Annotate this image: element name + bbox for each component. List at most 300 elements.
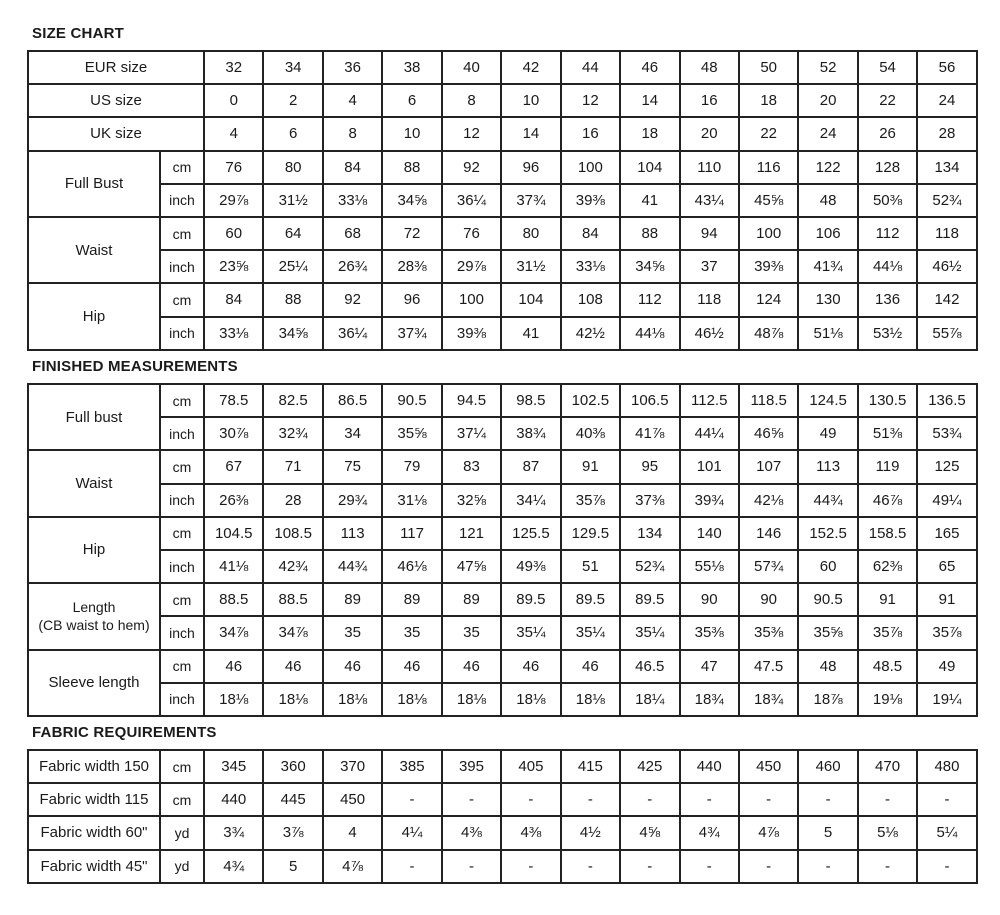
value-cell: 38¾ xyxy=(501,417,560,450)
value-cell: 4⅜ xyxy=(442,816,501,849)
value-cell: 42¾ xyxy=(263,550,322,583)
value-cell: 140 xyxy=(680,517,739,550)
value-cell: 80 xyxy=(501,217,560,250)
measurement-label-line: Length xyxy=(72,599,116,616)
value-cell: 14 xyxy=(620,84,679,117)
value-cell: 385 xyxy=(382,750,441,783)
value-cell: 68 xyxy=(323,217,382,250)
value-cell: 124.5 xyxy=(798,384,857,417)
value-cell: 415 xyxy=(561,750,620,783)
value-cell: 395 xyxy=(442,750,501,783)
value-cell: 44¼ xyxy=(680,417,739,450)
value-cell: 101 xyxy=(680,450,739,483)
value-cell: 425 xyxy=(620,750,679,783)
value-cell: 65 xyxy=(917,550,976,583)
value-cell: 44⅛ xyxy=(620,317,679,350)
value-cell: 0 xyxy=(204,84,263,117)
value-cell: 34 xyxy=(323,417,382,450)
value-cell: 72 xyxy=(382,217,441,250)
value-cell: 46 xyxy=(204,650,263,683)
value-cell: 23⅝ xyxy=(204,250,263,283)
value-cell: 42 xyxy=(501,51,560,84)
value-cell: - xyxy=(561,850,620,883)
unit-cell: cm xyxy=(160,517,204,550)
fabric-width-label: Fabric width 60" xyxy=(28,816,160,849)
value-cell: 108 xyxy=(561,283,620,316)
value-cell: 4 xyxy=(204,117,263,150)
value-cell: 35 xyxy=(323,616,382,649)
measurement-label xyxy=(28,650,160,716)
value-cell: 48 xyxy=(680,51,739,84)
value-cell: 4¾ xyxy=(204,850,263,883)
value-cell: 49⅜ xyxy=(501,550,560,583)
unit-cell: yd xyxy=(160,850,204,883)
value-cell: 37¾ xyxy=(501,184,560,217)
unit-cell: inch xyxy=(160,317,204,350)
value-cell: 5¼ xyxy=(917,816,976,849)
value-cell: 3⅞ xyxy=(263,816,322,849)
value-cell: 35¼ xyxy=(501,616,560,649)
value-cell: 44⅛ xyxy=(858,250,917,283)
value-cell: 5 xyxy=(798,816,857,849)
value-cell: 136 xyxy=(858,283,917,316)
value-cell: 29⅞ xyxy=(204,184,263,217)
value-cell: 25¼ xyxy=(263,250,322,283)
value-cell: 35 xyxy=(382,616,441,649)
value-cell: 102.5 xyxy=(561,384,620,417)
value-cell: 106.5 xyxy=(620,384,679,417)
value-cell: 18⅞ xyxy=(798,683,857,716)
value-cell: - xyxy=(917,783,976,816)
value-cell: 36¼ xyxy=(323,317,382,350)
table-row xyxy=(28,783,977,816)
value-cell: 89 xyxy=(382,583,441,616)
unit-cell: inch xyxy=(160,417,204,450)
value-cell: 51⅜ xyxy=(858,417,917,450)
value-cell: 48 xyxy=(798,650,857,683)
value-cell: 20 xyxy=(798,84,857,117)
value-cell: 46.5 xyxy=(620,650,679,683)
value-cell: 46⅝ xyxy=(739,417,798,450)
value-cell: 89 xyxy=(442,583,501,616)
value-cell: 19¼ xyxy=(917,683,976,716)
value-cell: 75 xyxy=(323,450,382,483)
value-cell: 41 xyxy=(620,184,679,217)
value-cell: 35⅞ xyxy=(858,616,917,649)
value-cell: 5⅛ xyxy=(858,816,917,849)
value-cell: 84 xyxy=(323,151,382,184)
value-cell: 36 xyxy=(323,51,382,84)
unit-cell: cm xyxy=(160,583,204,616)
value-cell: 18¾ xyxy=(739,683,798,716)
value-cell: 39¾ xyxy=(680,484,739,517)
value-cell: 56 xyxy=(917,51,976,84)
value-cell: 112 xyxy=(858,217,917,250)
value-cell: 89.5 xyxy=(561,583,620,616)
value-cell: 88.5 xyxy=(263,583,322,616)
fabric-width-label: Fabric width 45" xyxy=(28,850,160,883)
value-cell: 8 xyxy=(442,84,501,117)
value-cell: 50 xyxy=(739,51,798,84)
value-cell: 78.5 xyxy=(204,384,263,417)
value-cell: 60 xyxy=(204,217,263,250)
value-cell: 125 xyxy=(917,450,976,483)
value-cell: - xyxy=(620,783,679,816)
value-cell: 39⅜ xyxy=(739,250,798,283)
value-cell: 43¼ xyxy=(680,184,739,217)
value-cell: 91 xyxy=(858,583,917,616)
value-cell: - xyxy=(858,783,917,816)
value-cell: 91 xyxy=(917,583,976,616)
table-row xyxy=(28,84,977,117)
unit-cell: cm xyxy=(160,384,204,417)
value-cell: 34⅞ xyxy=(204,616,263,649)
value-cell: 57¾ xyxy=(739,550,798,583)
value-cell: 46⅛ xyxy=(382,550,441,583)
value-cell: 10 xyxy=(501,84,560,117)
value-cell: 146 xyxy=(739,517,798,550)
unit-cell: inch xyxy=(160,616,204,649)
value-cell: 32¾ xyxy=(263,417,322,450)
value-cell: 35⅝ xyxy=(798,616,857,649)
value-cell: 128 xyxy=(858,151,917,184)
value-cell: 18 xyxy=(620,117,679,150)
value-cell: 152.5 xyxy=(798,517,857,550)
value-cell: 46 xyxy=(442,650,501,683)
value-cell: 26⅜ xyxy=(204,484,263,517)
unit-cell: cm xyxy=(160,283,204,316)
value-cell: 108.5 xyxy=(263,517,322,550)
unit-cell: cm xyxy=(160,783,204,816)
value-cell: 113 xyxy=(323,517,382,550)
measurement-label: Waist xyxy=(28,217,160,283)
value-cell: 4⅞ xyxy=(739,816,798,849)
table-row xyxy=(28,750,977,783)
value-cell: 47 xyxy=(680,650,739,683)
value-cell: 31½ xyxy=(501,250,560,283)
value-cell: 46 xyxy=(620,51,679,84)
value-cell: 4⅝ xyxy=(620,816,679,849)
value-cell: 53¾ xyxy=(917,417,976,450)
value-cell: 142 xyxy=(917,283,976,316)
value-cell: 36¼ xyxy=(442,184,501,217)
value-cell: 129.5 xyxy=(561,517,620,550)
value-cell: 33⅛ xyxy=(561,250,620,283)
value-cell: 46 xyxy=(382,650,441,683)
value-cell: 136.5 xyxy=(917,384,976,417)
fabric-requirements-table xyxy=(27,749,978,884)
value-cell: 51 xyxy=(561,550,620,583)
value-cell: 34⅝ xyxy=(263,317,322,350)
table-row xyxy=(28,650,977,683)
value-cell: 88 xyxy=(620,217,679,250)
value-cell: 20 xyxy=(680,117,739,150)
value-cell: 4 xyxy=(323,84,382,117)
value-cell: 35⅝ xyxy=(382,417,441,450)
value-cell: 35⅜ xyxy=(739,616,798,649)
value-cell: 18⅛ xyxy=(323,683,382,716)
value-cell: 41⅛ xyxy=(204,550,263,583)
measurement-label-line: Sleeve length xyxy=(48,674,140,692)
table-row xyxy=(28,484,977,517)
value-cell: 46½ xyxy=(680,317,739,350)
table-row xyxy=(28,850,977,883)
value-cell: 34¼ xyxy=(501,484,560,517)
measurement-label xyxy=(28,583,160,649)
value-cell: 107 xyxy=(739,450,798,483)
value-cell: 22 xyxy=(739,117,798,150)
value-cell: 82.5 xyxy=(263,384,322,417)
finished-measurements-title: FINISHED MEASUREMENTS xyxy=(32,358,238,375)
value-cell: 37¼ xyxy=(442,417,501,450)
unit-cell: inch xyxy=(160,683,204,716)
value-cell: 18 xyxy=(739,84,798,117)
value-cell: 46 xyxy=(323,650,382,683)
value-cell: 8 xyxy=(323,117,382,150)
table-row xyxy=(28,283,977,316)
value-cell: 31⅛ xyxy=(382,484,441,517)
value-cell: 106 xyxy=(798,217,857,250)
value-cell: - xyxy=(501,850,560,883)
size-chart-title: SIZE CHART xyxy=(32,25,124,42)
value-cell: 118.5 xyxy=(739,384,798,417)
value-cell: 18¼ xyxy=(620,683,679,716)
value-cell: 90.5 xyxy=(798,583,857,616)
table-row xyxy=(28,417,977,450)
table-row xyxy=(28,683,977,716)
fabric-requirements-title: FABRIC REQUIREMENTS xyxy=(32,724,217,741)
value-cell: 46⅞ xyxy=(858,484,917,517)
value-cell: 52¾ xyxy=(917,184,976,217)
value-cell: 28 xyxy=(917,117,976,150)
unit-cell: cm xyxy=(160,650,204,683)
size-row-label: US size xyxy=(28,84,204,117)
value-cell: 35⅜ xyxy=(680,616,739,649)
value-cell: 46 xyxy=(501,650,560,683)
measurement-label xyxy=(28,384,160,450)
value-cell: 6 xyxy=(382,84,441,117)
value-cell: - xyxy=(739,783,798,816)
size-chart-table xyxy=(27,50,978,351)
value-cell: 48.5 xyxy=(858,650,917,683)
value-cell: 28⅜ xyxy=(382,250,441,283)
measurement-label xyxy=(28,450,160,516)
table-row xyxy=(28,616,977,649)
table-row xyxy=(28,550,977,583)
value-cell: 64 xyxy=(263,217,322,250)
value-cell: 88 xyxy=(382,151,441,184)
measurement-label xyxy=(28,517,160,583)
value-cell: 84 xyxy=(561,217,620,250)
unit-cell: inch xyxy=(160,184,204,217)
value-cell: 50⅜ xyxy=(858,184,917,217)
value-cell: 67 xyxy=(204,450,263,483)
measurement-label: Hip xyxy=(28,283,160,349)
value-cell: 3¾ xyxy=(204,816,263,849)
value-cell: 113 xyxy=(798,450,857,483)
value-cell: 47⅝ xyxy=(442,550,501,583)
value-cell: 52¾ xyxy=(620,550,679,583)
value-cell: 84 xyxy=(204,283,263,316)
value-cell: 45⅝ xyxy=(739,184,798,217)
unit-cell: inch xyxy=(160,484,204,517)
value-cell: 35¼ xyxy=(620,616,679,649)
value-cell: 30⅞ xyxy=(204,417,263,450)
value-cell: 24 xyxy=(798,117,857,150)
value-cell: 80 xyxy=(263,151,322,184)
value-cell: 450 xyxy=(739,750,798,783)
value-cell: 40⅜ xyxy=(561,417,620,450)
value-cell: 40 xyxy=(442,51,501,84)
value-cell: 35⅞ xyxy=(917,616,976,649)
value-cell: 37¾ xyxy=(382,317,441,350)
value-cell: 12 xyxy=(442,117,501,150)
value-cell: 55⅛ xyxy=(680,550,739,583)
value-cell: 134 xyxy=(620,517,679,550)
value-cell: 345 xyxy=(204,750,263,783)
value-cell: 12 xyxy=(561,84,620,117)
value-cell: 89.5 xyxy=(501,583,560,616)
value-cell: 18⅛ xyxy=(561,683,620,716)
value-cell: 49¼ xyxy=(917,484,976,517)
value-cell: 92 xyxy=(323,283,382,316)
value-cell: 95 xyxy=(620,450,679,483)
measurement-label-line: (CB waist to hem) xyxy=(38,617,150,634)
value-cell: - xyxy=(442,850,501,883)
value-cell: 76 xyxy=(442,217,501,250)
value-cell: 89.5 xyxy=(620,583,679,616)
value-cell: - xyxy=(382,783,441,816)
table-row xyxy=(28,151,977,184)
value-cell: 100 xyxy=(739,217,798,250)
value-cell: 46 xyxy=(263,650,322,683)
value-cell: 41 xyxy=(501,317,560,350)
value-cell: - xyxy=(501,783,560,816)
value-cell: 37⅜ xyxy=(620,484,679,517)
value-cell: 48 xyxy=(798,184,857,217)
value-cell: 116 xyxy=(739,151,798,184)
table-row xyxy=(28,117,977,150)
table-row xyxy=(28,450,977,483)
value-cell: 6 xyxy=(263,117,322,150)
value-cell: 134 xyxy=(917,151,976,184)
value-cell: 104.5 xyxy=(204,517,263,550)
value-cell: 100 xyxy=(442,283,501,316)
value-cell: 28 xyxy=(263,484,322,517)
finished-measurements-table xyxy=(27,383,978,717)
value-cell: - xyxy=(561,783,620,816)
unit-cell: cm xyxy=(160,750,204,783)
value-cell: 44¾ xyxy=(323,550,382,583)
value-cell: 440 xyxy=(204,783,263,816)
value-cell: 32⅝ xyxy=(442,484,501,517)
value-cell: 4¼ xyxy=(382,816,441,849)
size-row-label: UK size xyxy=(28,117,204,150)
value-cell: 55⅞ xyxy=(917,317,976,350)
value-cell: 32 xyxy=(204,51,263,84)
value-cell: 46½ xyxy=(917,250,976,283)
unit-cell: yd xyxy=(160,816,204,849)
value-cell: 54 xyxy=(858,51,917,84)
size-row-label: EUR size xyxy=(28,51,204,84)
value-cell: 79 xyxy=(382,450,441,483)
table-row xyxy=(28,317,977,350)
value-cell: 39⅜ xyxy=(442,317,501,350)
value-cell: 76 xyxy=(204,151,263,184)
value-cell: 110 xyxy=(680,151,739,184)
value-cell: 42⅛ xyxy=(739,484,798,517)
fabric-width-label: Fabric width 115 xyxy=(28,783,160,816)
value-cell: 62⅜ xyxy=(858,550,917,583)
value-cell: 18⅛ xyxy=(204,683,263,716)
value-cell: 42½ xyxy=(561,317,620,350)
value-cell: 370 xyxy=(323,750,382,783)
value-cell: 96 xyxy=(382,283,441,316)
value-cell: 98.5 xyxy=(501,384,560,417)
value-cell: 31½ xyxy=(263,184,322,217)
value-cell: 90 xyxy=(680,583,739,616)
value-cell: 14 xyxy=(501,117,560,150)
table-row xyxy=(28,51,977,84)
value-cell: - xyxy=(382,850,441,883)
value-cell: 91 xyxy=(561,450,620,483)
value-cell: 4⅜ xyxy=(501,816,560,849)
value-cell: 18⅛ xyxy=(382,683,441,716)
value-cell: 49 xyxy=(798,417,857,450)
value-cell: 121 xyxy=(442,517,501,550)
value-cell: 22 xyxy=(858,84,917,117)
value-cell: - xyxy=(739,850,798,883)
value-cell: 124 xyxy=(739,283,798,316)
measurement-label: Full Bust xyxy=(28,151,160,217)
value-cell: 158.5 xyxy=(858,517,917,550)
unit-cell: inch xyxy=(160,550,204,583)
value-cell: 480 xyxy=(917,750,976,783)
value-cell: - xyxy=(620,850,679,883)
value-cell: 29⅞ xyxy=(442,250,501,283)
value-cell: 35 xyxy=(442,616,501,649)
value-cell: - xyxy=(798,783,857,816)
value-cell: 117 xyxy=(382,517,441,550)
value-cell: 4⅞ xyxy=(323,850,382,883)
value-cell: 88 xyxy=(263,283,322,316)
value-cell: - xyxy=(858,850,917,883)
value-cell: 450 xyxy=(323,783,382,816)
value-cell: 18⅛ xyxy=(263,683,322,716)
value-cell: 130.5 xyxy=(858,384,917,417)
value-cell: 4¾ xyxy=(680,816,739,849)
value-cell: 89 xyxy=(323,583,382,616)
value-cell: 118 xyxy=(917,217,976,250)
value-cell: 165 xyxy=(917,517,976,550)
table-row xyxy=(28,517,977,550)
table-row xyxy=(28,250,977,283)
value-cell: 122 xyxy=(798,151,857,184)
measurement-label-line: Waist xyxy=(75,475,113,493)
value-cell: 18¾ xyxy=(680,683,739,716)
value-cell: - xyxy=(442,783,501,816)
value-cell: 440 xyxy=(680,750,739,783)
value-cell: 47.5 xyxy=(739,650,798,683)
value-cell: 112.5 xyxy=(680,384,739,417)
value-cell: 34⅝ xyxy=(382,184,441,217)
value-cell: 33⅛ xyxy=(204,317,263,350)
value-cell: 5 xyxy=(263,850,322,883)
value-cell: 41⅞ xyxy=(620,417,679,450)
value-cell: 60 xyxy=(798,550,857,583)
value-cell: 44¾ xyxy=(798,484,857,517)
value-cell: 26¾ xyxy=(323,250,382,283)
